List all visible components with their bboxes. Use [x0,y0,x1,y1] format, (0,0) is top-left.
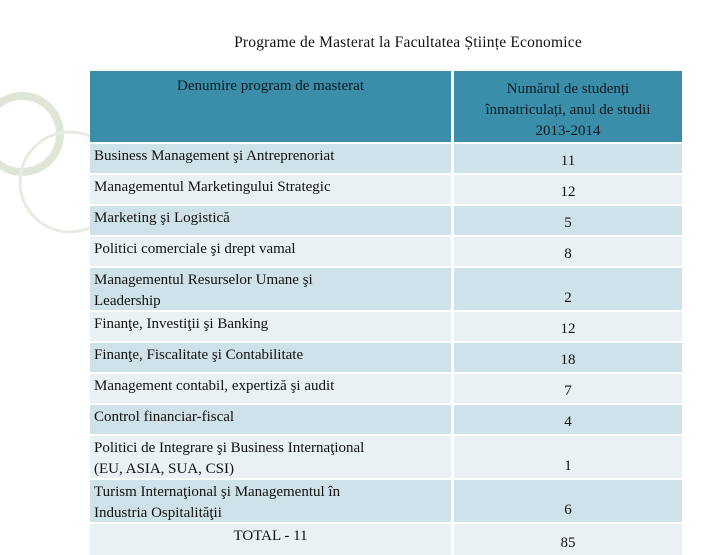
table-row [90,204,682,235]
table-row [90,310,682,341]
program-name-cell [90,405,451,434]
header-program-name: Denumire program de masterat [90,71,451,142]
table-row [90,235,682,266]
table-row [90,478,682,522]
table-row [90,372,682,403]
program-name-cell [90,480,451,522]
program-name-line: Business Management şi Antreprenoriat [94,148,335,164]
program-name-cell [90,436,451,478]
program-name-line: Industria Ospitalităţii [94,505,222,521]
header-student-count-line: înmatriculați, anul de studii [485,102,651,118]
program-name-line: Politici comerciale şi drept vamal [94,241,296,257]
program-name-cell [90,374,451,403]
program-name-line: Management contabil, expertiză şi audit [94,378,335,394]
table-header [90,71,682,142]
student-count-cell: 7 [454,374,682,403]
program-name-cell [90,237,451,266]
table-row [90,266,682,310]
table-row [90,142,682,173]
table-row [90,403,682,434]
program-name-line: Leadership [94,293,161,309]
table-row [90,434,682,478]
student-count-cell: 8 [454,237,682,266]
page-title: Programe de Masterat la Facultatea Științe Economice [234,34,582,51]
masters-programs-table [90,71,682,551]
program-name-cell [90,312,451,341]
student-count-cell: 12 [454,312,682,341]
program-name-cell [90,206,451,235]
header-student-count-line: Numărul de studenți [506,81,630,97]
program-name-line: Finanţe, Fiscalitate şi Contabilitate [94,347,304,363]
student-count-cell: 1 [454,436,682,478]
program-name-cell [90,268,451,310]
student-count-cell: 12 [454,175,682,204]
program-name-cell [90,343,451,372]
student-count-cell: 5 [454,206,682,235]
program-name-line: TOTAL - 11 [233,528,308,544]
header-student-count [454,71,682,142]
program-name-line: Control financiar-fiscal [94,409,235,425]
student-count-cell: 2 [454,268,682,310]
table-row [90,522,682,555]
total-value: 85 [454,524,682,555]
program-name-line: Managementul Marketingului Strategic [94,179,331,195]
program-name-line: Marketing şi Logistică [94,210,230,226]
student-count-cell: 18 [454,343,682,372]
student-count-cell: 11 [454,144,682,173]
student-count-cell: 4 [454,405,682,434]
student-count-cell: 6 [454,480,682,522]
table-row [90,173,682,204]
program-name-line: Managementul Resurselor Umane şi [94,272,313,288]
program-name-cell [90,175,451,204]
program-name-line: Finanţe, Investiţii şi Banking [94,316,269,332]
program-name-line: Politici de Integrare şi Business Internaţional [94,440,365,456]
program-name-line: Turism Internaţional şi Managementul în [94,484,341,500]
header-student-count-line: 2013-2014 [535,123,601,139]
program-name-line: (EU, ASIA, SUA, CSI) [94,461,235,477]
program-name-cell [90,144,451,173]
table-row [90,341,682,372]
table-body [90,142,682,555]
